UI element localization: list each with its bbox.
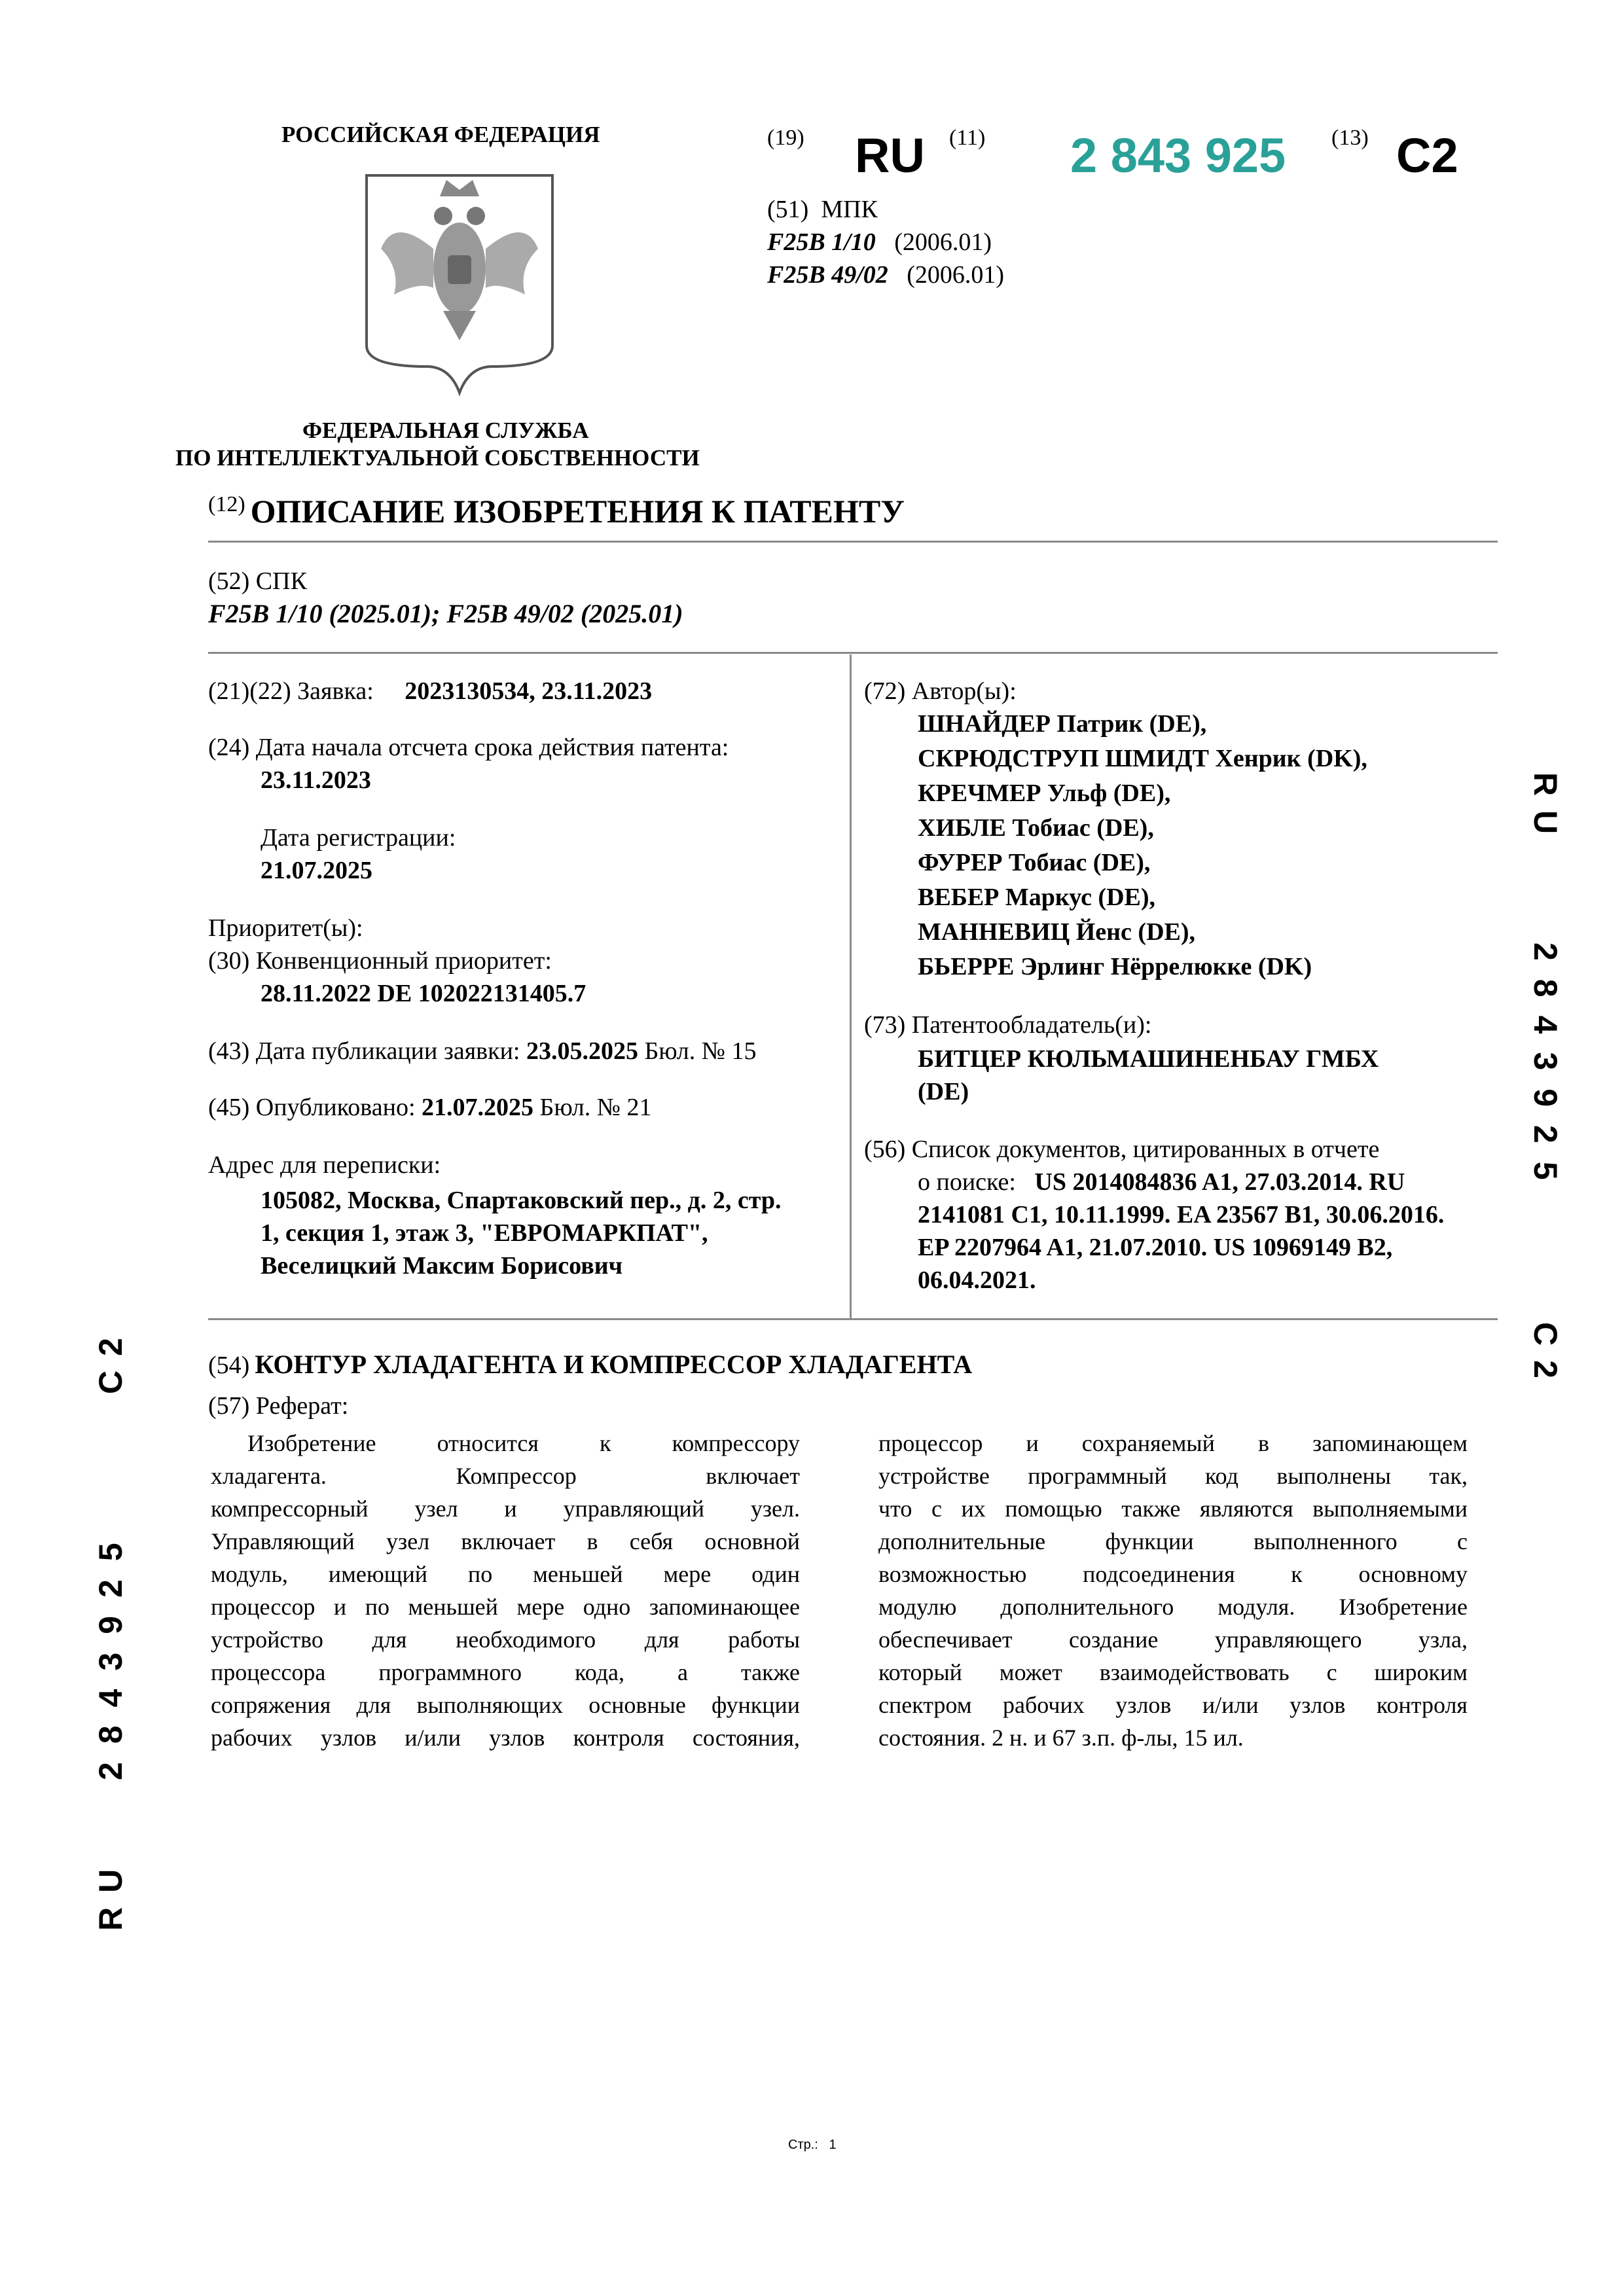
code-13: (13) xyxy=(1331,126,1369,150)
author-entry: КРЕЧМЕР Ульф (DE), xyxy=(918,780,1171,807)
author-entry: БЬЕРРЕ Эрлинг Нёррелюкке (DK) xyxy=(918,953,1312,980)
side-kind-left: C2 xyxy=(92,1323,129,1394)
citation-line: EP 2207964 A1, 21.07.2010. US 10969149 B2, xyxy=(918,1234,1393,1261)
holder-name: БИТЦЕР КЮЛЬМАШИНЕНБАУ ГМБХ xyxy=(918,1045,1379,1073)
author-entry: МАННЕВИЦ Йенс (DE), xyxy=(918,918,1196,946)
code-12: (12) xyxy=(208,492,245,516)
country-name: РОССИЙСКАЯ ФЕДЕРАЦИЯ xyxy=(281,122,600,147)
code-54: (54) xyxy=(208,1352,250,1379)
mpk-heading xyxy=(767,192,878,226)
invention-title: КОНТУР ХЛАДАГЕНТА И КОМПРЕССОР ХЛАДАГЕНТА xyxy=(255,1350,973,1379)
abstract-line: компрессорный узел и управляющий узел. xyxy=(211,1496,800,1522)
author-entry: СКРЮДСТРУП ШМИДТ Хенрик (DK), xyxy=(918,745,1367,772)
term-start-value: 23.11.2023 xyxy=(261,766,371,794)
authors-label: (72) Автор(ы): xyxy=(864,677,1017,705)
published-bulletin: Бюл. № 21 xyxy=(539,1094,652,1121)
kind-code: C2 xyxy=(1396,128,1458,183)
side-country-left: RU xyxy=(92,1854,129,1931)
priority-label: Приоритет(ы): xyxy=(208,914,363,942)
abstract-line: Управляющий узел включает в себя основной xyxy=(211,1528,800,1554)
abstract-line: процессор и по меньшей мере одно запоминающее xyxy=(211,1594,800,1620)
abstract-line: дополнительные функции выполненного с xyxy=(878,1528,1468,1554)
citation-line: 2141081 C1, 10.11.1999. EA 23567 B1, 30.06.2016. xyxy=(918,1201,1445,1229)
country-code: RU xyxy=(855,128,925,183)
publication-application-row xyxy=(208,1034,756,1068)
abstract-line: устройстве программный код выполнены так, xyxy=(878,1463,1468,1489)
patent-number: 2 843 925 xyxy=(1070,128,1286,183)
page-label: Стр.: xyxy=(788,2138,818,2152)
side-number-left: 2843925 xyxy=(92,1524,129,1780)
ipc-version: (2006.01) xyxy=(907,261,1005,289)
page-number: 1 xyxy=(829,2138,837,2152)
column-divider xyxy=(850,655,852,1319)
published-label: (45) Опубликовано: xyxy=(208,1094,416,1121)
abstract-line: хладагента. Компрессор включает xyxy=(211,1463,800,1489)
abstract-line: рабочих узлов и/или узлов контроля состояния, xyxy=(211,1725,800,1751)
published-row xyxy=(208,1090,652,1124)
abstract-line: процессора программного кода, а также xyxy=(211,1659,800,1685)
address-line: 105082, Москва, Спартаковский пер., д. 2, стр. xyxy=(261,1187,782,1214)
citation-line: 06.04.2021. xyxy=(918,1266,1036,1294)
address-label: Адрес для переписки: xyxy=(208,1151,441,1179)
spk-label: (52) СПК xyxy=(208,567,307,595)
divider-middle xyxy=(208,652,1498,654)
abstract-line: обеспечивает создание управляющего узла, xyxy=(878,1626,1468,1653)
registration-value: 21.07.2025 xyxy=(261,857,372,884)
address-line: 1, секция 1, этаж 3, "ЕВРОМАРКПАТ", xyxy=(261,1219,708,1247)
side-kind-right: C2 xyxy=(1527,1322,1564,1393)
invention-title-row xyxy=(208,1348,972,1382)
author-entry: ФУРЕР Тобиас (DE), xyxy=(918,849,1151,876)
citations-label-cont: о поиске: xyxy=(918,1168,1016,1196)
agency-name-line2: ПО ИНТЕЛЛЕКТУАЛЬНОЙ СОБСТВЕННОСТИ xyxy=(175,445,700,471)
convention-value: 28.11.2022 DE 102022131405.7 xyxy=(261,980,586,1007)
holder-label: (73) Патентообладатель(и): xyxy=(864,1011,1152,1039)
holder-country: (DE) xyxy=(918,1078,969,1105)
abstract-line: что с их помощью также являются выполняемыми xyxy=(878,1496,1468,1522)
spk-value: F25B 1/10 (2025.01); F25B 49/02 (2025.01) xyxy=(208,599,683,628)
pub-app-date: 23.05.2025 xyxy=(526,1037,638,1065)
mpk-label: МПК xyxy=(821,196,878,223)
citations-label: (56) Список документов, цитированных в отчете xyxy=(864,1136,1380,1163)
divider-top xyxy=(208,541,1498,543)
ipc-code: F25B 1/10 xyxy=(767,228,876,256)
application-label: (21)(22) Заявка: xyxy=(208,677,374,705)
application-row xyxy=(208,674,652,708)
abstract-column-2 xyxy=(878,1427,1468,1754)
abstract-line: спектром рабочих узлов и/или узлов контроля xyxy=(878,1692,1468,1718)
abstract-column-1 xyxy=(211,1427,800,1754)
abstract-line: сопряжения для выполняющих основные функции xyxy=(211,1692,800,1718)
author-entry: ВЕБЕР Маркус (DE), xyxy=(918,884,1156,911)
application-value: 2023130534, 23.11.2023 xyxy=(405,677,653,705)
ipc-code: F25B 49/02 xyxy=(767,261,888,289)
code-51: (51) xyxy=(767,196,809,223)
side-number-right: 2843925 xyxy=(1527,942,1564,1198)
document-title-row xyxy=(208,492,905,530)
ipc-row-1 xyxy=(767,225,992,259)
document-title: ОПИСАНИЕ ИЗОБРЕТЕНИЯ К ПАТЕНТУ xyxy=(250,493,905,529)
term-start-label: (24) Дата начала отсчета срока действия патента: xyxy=(208,734,729,761)
abstract-label: (57) Реферат: xyxy=(208,1392,349,1420)
abstract-line: устройство для необходимого для работы xyxy=(211,1626,800,1653)
author-entry: ШНАЙДЕР Патрик (DE), xyxy=(918,710,1207,738)
abstract-line: Изобретение относится к компрессору xyxy=(247,1430,800,1456)
abstract-line: состояния. 2 н. и 67 з.п. ф-лы, 15 ил. xyxy=(878,1725,1244,1751)
citations-first-line xyxy=(918,1165,1405,1199)
author-entry: ХИБЛЕ Тобиас (DE), xyxy=(918,814,1154,842)
ipc-row-2 xyxy=(767,258,1004,292)
address-line: Веселицкий Максим Борисович xyxy=(261,1252,623,1280)
abstract-line: который может взаимодействовать с широким xyxy=(878,1659,1468,1685)
code-11: (11) xyxy=(949,126,986,150)
page-footer xyxy=(788,2138,837,2153)
abstract-line: возможностью подсоединения к основному xyxy=(878,1561,1468,1587)
abstract-line: модуль, имеющий по меньшей мере один xyxy=(211,1561,800,1587)
citation-line: US 2014084836 A1, 27.03.2014. RU xyxy=(1034,1168,1405,1196)
published-date: 21.07.2025 xyxy=(422,1094,534,1121)
pub-app-label: (43) Дата публикации заявки: xyxy=(208,1037,520,1065)
divider-bottom xyxy=(208,1318,1498,1320)
abstract-line: модулю дополнительного модуля. Изобретение xyxy=(878,1594,1468,1620)
coat-of-arms-emblem xyxy=(361,170,558,399)
pub-app-bulletin: Бюл. № 15 xyxy=(644,1037,757,1065)
code-19: (19) xyxy=(767,126,804,150)
ipc-version: (2006.01) xyxy=(894,228,992,256)
abstract-line: процессор и сохраняемый в запоминающем xyxy=(878,1430,1468,1456)
agency-name-line1: ФЕДЕРАЛЬНАЯ СЛУЖБА xyxy=(302,418,589,443)
convention-label: (30) Конвенционный приоритет: xyxy=(208,947,552,975)
side-country-right: RU xyxy=(1527,772,1564,849)
registration-label: Дата регистрации: xyxy=(261,824,456,852)
